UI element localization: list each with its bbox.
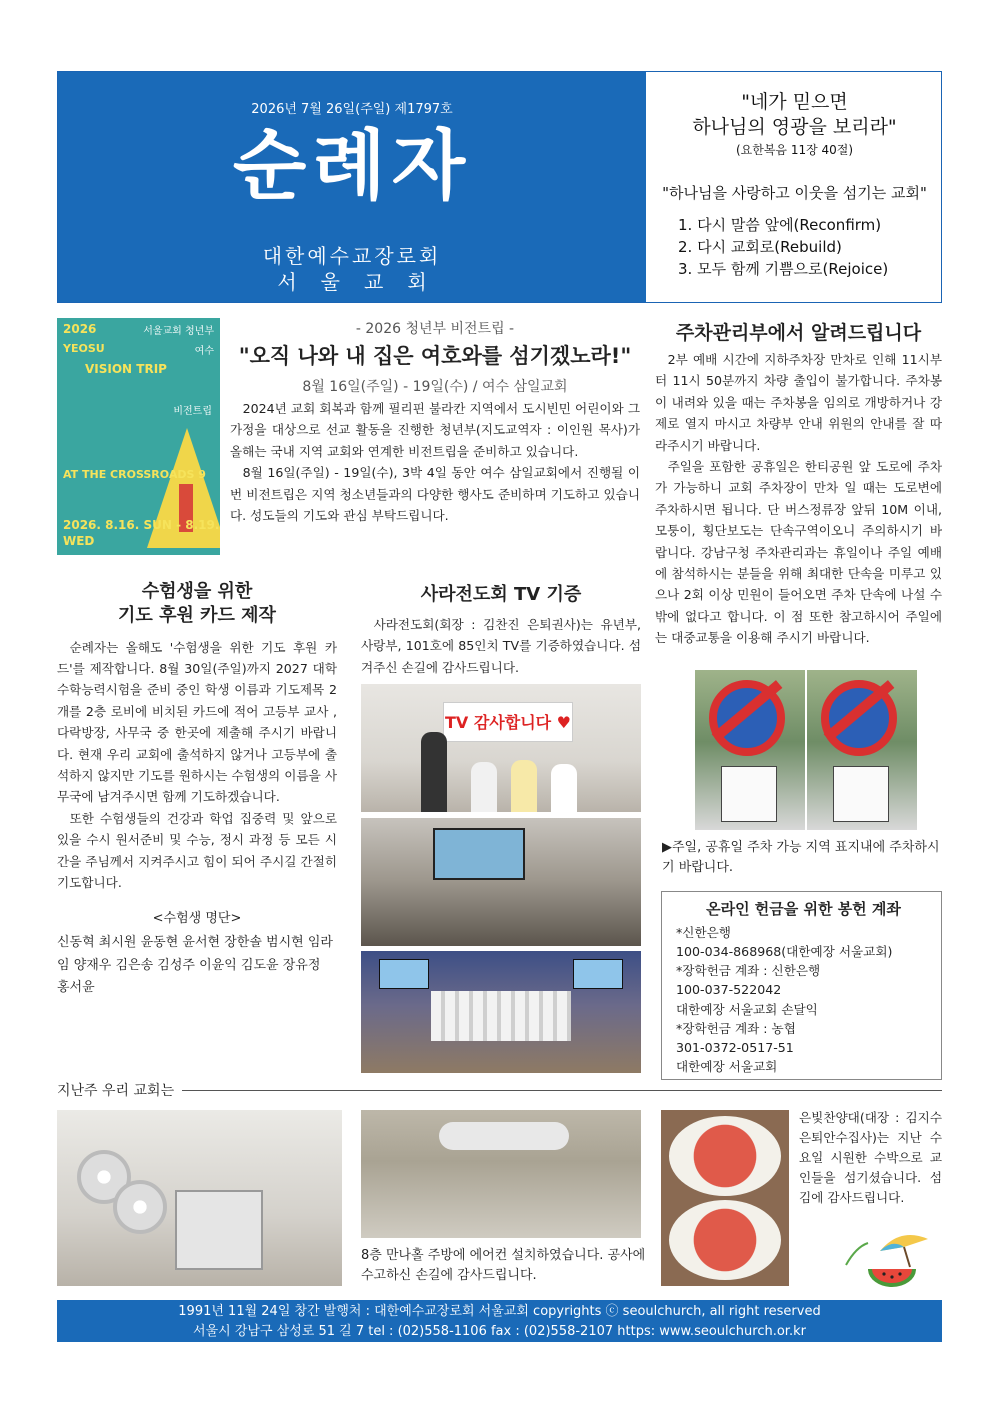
article-title-line-1: 수험생을 위한	[141, 581, 253, 602]
choir-group	[431, 991, 571, 1041]
choir-photo	[361, 951, 641, 1073]
account-line: *장학헌금 계좌 : 농협	[676, 1020, 796, 1036]
article-title: 사라전도회 TV 기증	[420, 584, 582, 605]
person-figure	[471, 762, 497, 812]
article-paragraph: 2부 예배 시간에 지하주차장 만차로 인해 11시부터 11시 50분까지 차량 출입이 불가합니다. 주차봉이 내려와 있을 때는 주차봉을 임의로 개방하거나 강제로 열지 마시고 차량부 안내 위원의 안내를 잘 따라주시기 바랍니다.	[655, 352, 942, 453]
article-date: 8월 16일(주일) - 19일(수) / 여수 삼일교회	[302, 379, 568, 395]
church-name: 서울교회	[277, 270, 451, 294]
article-paragraph: 또한 수험생들의 건강과 학업 집중력 및 앞으로 있을 수시 원서준비 및 수능, 정시 과정 등 모든 시간을 주님께서 지켜주시고 힘이 되어 주시길 간절히 기도합니다.	[57, 810, 337, 891]
parking-sign-photos	[695, 670, 939, 830]
masthead-verse-panel	[648, 72, 941, 302]
person-figure	[551, 764, 577, 812]
poster-dates: 2026. 8.16. SUN - 8.19. WED	[63, 518, 220, 548]
tv-classroom-photo	[361, 818, 641, 946]
account-list	[676, 923, 931, 1076]
footer-address: 서울시 강남구 삼성로 51 길 7 tel : (02)558-1106 fax : (02)558-2107 https: www.seoulchurch.or.kr	[193, 1323, 806, 1339]
church-motto: "하나님을 사랑하고 이웃을 섬기는 교회"	[662, 184, 927, 203]
account-line: *장학헌금 계좌 : 신한은행	[676, 963, 821, 979]
article-paragraph: 8월 16일(주일) - 19일(수), 3박 4일 동안 여수 삼일교회에서 진행될 이번 비전트립은 지역 청소년들과의 다양한 행사도 준비하며 기도하고 있습니다. 성도들의 기도와 관심 부탁드립니다.	[230, 465, 640, 524]
poster-event-ko: 비전트립	[173, 406, 212, 417]
photo-caption: 8층 만나홀 주방에 에어컨 설치하였습니다. 공사에 수고하신 손길에 감사드립니다.	[361, 1248, 646, 1284]
sign-plate	[833, 766, 889, 822]
vision-trip-poster	[57, 318, 220, 555]
footer-publisher: 1991년 11월 24일 창간 발행처 : 대한예수교장로회 서울교회 copyrights ⓒ seoulchurch, all right reserved	[178, 1304, 821, 1319]
account-line: 대한예장 서울교회	[676, 1058, 778, 1074]
sign-plate	[721, 766, 777, 822]
article-paragraph: 주일을 포함한 공휴일은 한티공원 앞 도로에 주차가 가능하니 교회 주차장이 만차 일 때는 도로변에 주차하시면 됩니다. 단 버스정류장 앞뒤 10M 이내, 모퉁이, 횡단보도는 단속구역이오니 주의하시기 바랍니다. 강남구청 주차관리과는 휴일이나 주일 예배에 참석하시는 분들을 위해 최대한 단속을 미루고 있으나 2회 이상 민원이 들어오면 주차 단속에 나설 수밖에 없다고 합니다. 이 점 또한 참고하시어 주일에는 대중교통을 이용해 주시기 바랍니다.	[655, 459, 942, 646]
theme-verse-line-1: "네가 믿으면	[741, 91, 848, 113]
person-figure	[511, 760, 537, 812]
exam-prayer-article	[57, 580, 337, 1000]
article-paragraph: 2024년 교회 회복과 함께 필리핀 불라칸 지역에서 도시빈민 어린이와 그 가정을 대상으로 선교 활동을 진행한 청년부(지도교역자 : 이인원 목사)가 올해는 국내 지역 교회와 연계한 비전트립을 준비하고 있습니다.	[230, 401, 640, 459]
masthead	[57, 71, 942, 303]
goal-item: 2. 다시 교회로(Rebuild)	[678, 238, 842, 257]
student-names: 신동혁 최시원 윤동현 윤서현 장한솔 범시현 임라임 양재우 김은송 김성주 이윤익 김도윤 장유정 홍서윤	[57, 935, 333, 996]
watermelon-umbrella-icon	[840, 1225, 940, 1287]
article-body	[655, 349, 942, 649]
newsletter-title: 순례자	[232, 121, 472, 210]
watermelon-photo	[661, 1110, 789, 1286]
article-title-line-2: 기도 후원 카드 제작	[118, 605, 276, 627]
student-list-title: <수험생 명단>	[152, 911, 242, 927]
article-title	[57, 580, 337, 629]
poster-place-ko: 여수	[194, 346, 214, 357]
poster-theme: AT THE CROSSROADS 9	[63, 468, 206, 481]
tv-donation-article	[361, 580, 641, 678]
photo-caption: 은빛찬양대(대장 : 김지수 은퇴안수집사)는 지난 수요일 시원한 수박으로 교인들을 섬기셨습니다. 섬김에 감사드립니다.	[799, 1110, 942, 1205]
account-line: 100-037-522042	[676, 982, 782, 998]
person-figure	[421, 732, 447, 812]
account-line: 대한예장 서울교회 손달익	[676, 1001, 818, 1017]
issue-date: 2026년 7월 26일(주일) 제1797호	[251, 102, 453, 117]
fans-photo	[57, 1110, 342, 1286]
poster-event-en: VISION TRIP	[85, 362, 167, 376]
offering-accounts-box	[661, 891, 942, 1080]
projection-screen	[379, 959, 429, 989]
verse-reference: (요한복음 11장 40절)	[735, 143, 854, 158]
account-line: 100-034-868968(대한예장 서울교회)	[676, 944, 893, 960]
parking-sign-photo	[807, 670, 917, 830]
kitchen-aircon-photo	[361, 1110, 641, 1238]
church-goals	[678, 215, 941, 280]
vision-trip-article	[230, 318, 640, 526]
projection-screen	[573, 959, 623, 989]
tv-thanks-photo	[361, 684, 641, 812]
account-line: *신한은행	[676, 925, 731, 940]
article-title: "오직 나와 내 집은 여호와를 섬기겠노라!"	[238, 344, 632, 368]
article-body	[57, 637, 337, 894]
parking-sign-photo	[695, 670, 805, 830]
article-title: 주차관리부에서 알려드립니다	[675, 322, 922, 344]
box-title: 온라인 헌금을 위한 봉헌 계좌	[706, 900, 901, 918]
poster-place-en: YEOSU	[63, 342, 105, 355]
article-body	[361, 614, 641, 678]
last-week-section-heading	[57, 1080, 942, 1100]
masthead-banner	[58, 72, 646, 302]
divider	[182, 1090, 942, 1091]
theme-verse-line-2: 하나님의 영광을 보리라"	[692, 115, 897, 138]
article-kicker: - 2026 청년부 비전트립 -	[355, 321, 515, 337]
watermelon-plate	[669, 1116, 781, 1196]
article-paragraph: 사라전도회(회장 : 김찬진 은퇴권사)는 유년부, 사랑부, 101호에 85인치 TV를 기증하였습니다. 섬겨주신 손길에 감사드립니다.	[361, 617, 641, 675]
tv-screen	[433, 828, 525, 880]
theme-verse	[648, 90, 941, 139]
article-paragraph: 순례자는 올해도 '수험생을 위한 기도 후원 카드'를 제작합니다. 8월 30일(주일)까지 2027 대학수학능력시험을 준비 중인 학생 이름과 기도제목 2개를 2층 로비에 비치된 카드에 적어 고등부 교사 , 다락방장, 사무국 중 한곳에 제출해 주시기 바랍니다. 현재 우리 교회에 출석하지 않거나 고등부에 출석하지 않지만 기도를 원하시는 수험생의 이름을 사무국에 남겨주시면 함께 기도하겠습니다.	[57, 639, 337, 805]
section-heading: 지난주 우리 교회는	[57, 1083, 175, 1099]
denomination: 대한예수교장로회	[262, 244, 442, 268]
poster-org: 서울교회 청년부	[143, 326, 214, 337]
parking-article	[655, 318, 942, 649]
photo-caption: ▶주일, 공휴일 주차 가능 지역 표지내에 주차하시기 바랍니다.	[662, 840, 940, 875]
photo-banner: TV 감사합니다 ♥	[443, 702, 573, 742]
fan-icon	[113, 1180, 167, 1234]
watermelon-plate	[669, 1200, 781, 1280]
article-body	[230, 398, 640, 526]
goal-item: 1. 다시 말씀 앞에(Reconfirm)	[678, 216, 882, 235]
aircon-duct	[439, 1122, 569, 1150]
goal-item: 3. 모두 함께 기쁨으로(Rejoice)	[678, 259, 889, 278]
poster-year: 2026	[63, 322, 97, 336]
air-conditioner-unit	[175, 1190, 263, 1270]
footer	[57, 1300, 942, 1342]
account-line: 301-0372-0517-51	[676, 1039, 794, 1055]
